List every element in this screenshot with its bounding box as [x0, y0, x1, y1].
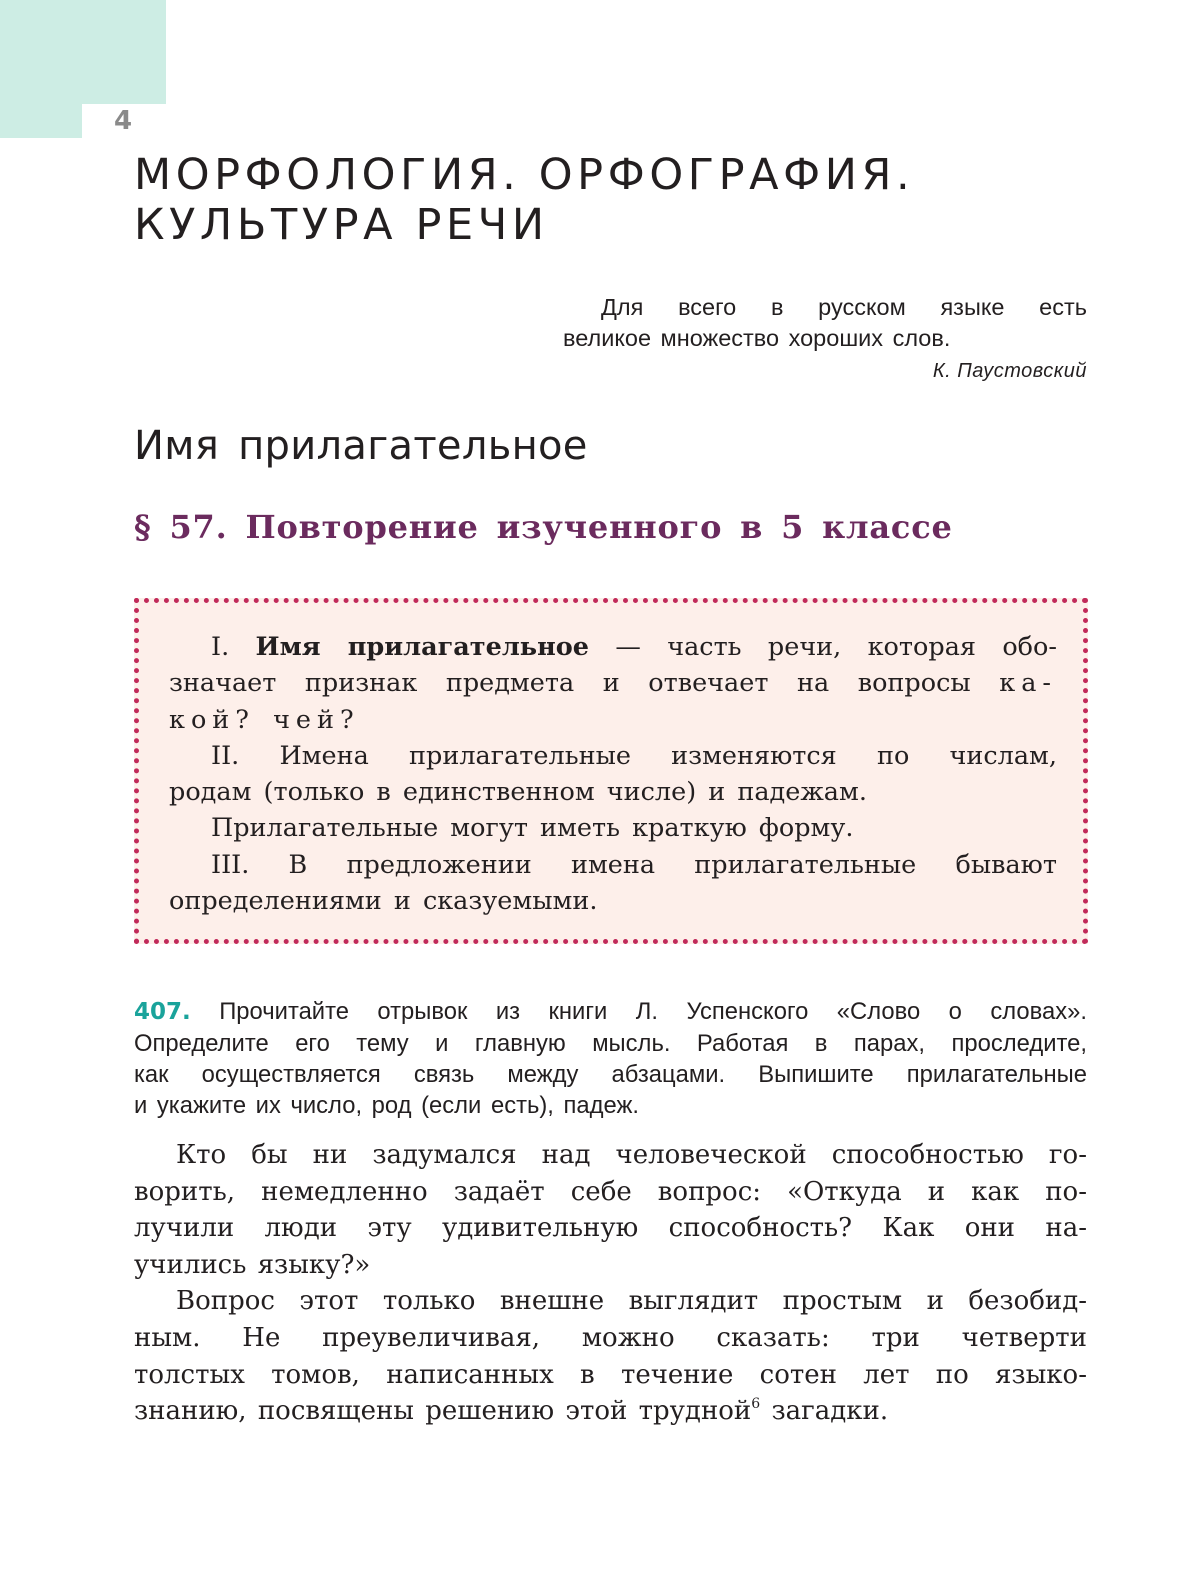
- paragraph-title: § 57. Повторение изученного в 5 классе: [134, 508, 953, 546]
- footnote-marker[interactable]: 6: [751, 1396, 761, 1413]
- page-corner-decoration-tab: [0, 104, 82, 138]
- epigraph-line-1: Для всего в русском языке есть: [601, 294, 1087, 320]
- reading-paragraph-2: Вопрос этот только внешне выглядит простым и безобид- ным. Не преувеличивая, можно сказать: три четверти толстых томов, написанных в течение сотен лет по языко- знанию, посвящены решению этой трудной$^6$ загадки.: [134, 1286, 1087, 1427]
- chapter-title-line-1: МОРФОЛОГИЯ. ОРФОГРАФИЯ.: [134, 150, 915, 200]
- rule-term: Имя прилагательное: [255, 632, 590, 662]
- rule-numeral: I.: [211, 632, 230, 662]
- exercise-407: 407. Прочитайте отрывок из книги Л. Успенского «Слово о словах». Определите его тему и главную мысль. Работая в парах, проследите, как осуществляется связь между абзацами. Выпишите прилагательные и укажите их число, род (если есть), падеж.: [134, 998, 1087, 1119]
- epigraph-quote: [563, 292, 1087, 354]
- rule-item-3: III. В предложении имена прилагательные бывают определениями и сказуемыми.: [169, 849, 1057, 917]
- epigraph: [563, 292, 1087, 386]
- rule-item-2: II. Имена прилагательные изменяются по числам, родам (только в единственном числе) и падежам.: [169, 740, 1057, 808]
- rule-text: [169, 629, 1057, 919]
- rule-box: [134, 598, 1088, 944]
- exercise-number: 407.: [134, 999, 191, 1025]
- reading-paragraph-1: Кто бы ни задумался над человеческой способностью го- ворить, немедленно задаёт себе вопрос: «Откуда и как по- лучили люди эту удивительную способность? Как они на- учились языку?»: [134, 1140, 1087, 1280]
- question-word: ка-: [999, 668, 1058, 699]
- section-title: Имя прилагательное: [134, 423, 588, 469]
- page-corner-decoration: [0, 0, 166, 104]
- chapter-title-line-2: КУЛЬТУРА РЕЧИ: [134, 200, 549, 250]
- question-words: кой? чей?: [169, 704, 360, 735]
- epigraph-line-2: великое множество хороших слов.: [563, 325, 951, 351]
- rule-item-1: I. Имя прилагательное — часть речи, которая обо- значает признак предмета и отвечает на вопросы ка- кой? чей?: [169, 629, 1057, 738]
- reading-passage: [134, 1137, 1087, 1430]
- page-number: 4: [114, 106, 133, 136]
- chapter-title: [134, 150, 1094, 250]
- rule-item-2b: Прилагательные могут иметь краткую форму.: [211, 813, 854, 844]
- epigraph-author: К. Паустовский: [932, 360, 1087, 382]
